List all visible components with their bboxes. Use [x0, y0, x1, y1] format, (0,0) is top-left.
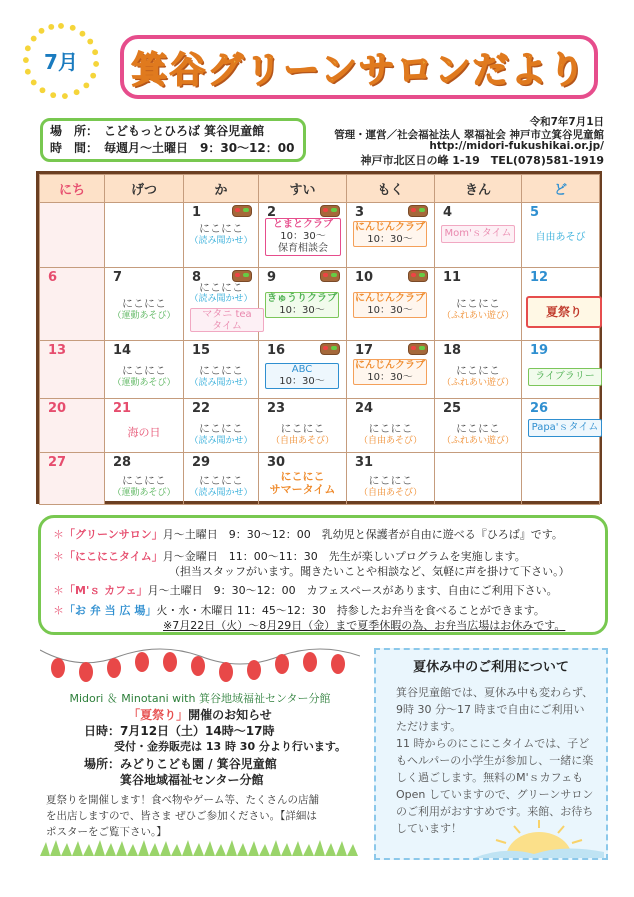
- note-text: 火・水・木曜日 11：45～12：30 持参したお弁当を食べることができます。: [156, 604, 545, 617]
- event-sub: （読み聞かせ）: [189, 294, 253, 304]
- note-text: 月～土曜日 9：30～12：00 カフェスペースがあります、自由にご利用下さい。: [147, 584, 558, 597]
- note-title: 「にこにこタイム」: [64, 550, 163, 563]
- day-cell: [105, 453, 184, 505]
- week-row: [40, 399, 600, 453]
- day-number: 6: [48, 270, 58, 285]
- panel-line: しています！: [396, 822, 462, 835]
- note-bento: ＊「お 弁 当 広 場」火・水・木曜日 11：45～12：30 持参したお弁当を食べることができます。: [53, 604, 545, 617]
- event-nikoniko: にこにこ: [368, 474, 413, 487]
- day-cell: [105, 268, 184, 341]
- day-number: 15: [192, 343, 211, 358]
- matani-label2: タイム: [212, 321, 242, 332]
- event-ninjin: [353, 221, 427, 247]
- day-cell: [259, 341, 347, 399]
- day-number: 16: [267, 343, 286, 358]
- weekday-sun: にち: [40, 175, 105, 203]
- festival-heading-rest: 開催のお知らせ: [188, 708, 272, 722]
- week-row: [40, 341, 600, 399]
- day-cell: [522, 453, 600, 505]
- matani-label: マタニ tea: [202, 309, 252, 320]
- event-nikoniko: にこにこ: [199, 474, 243, 487]
- note-title: 「グリーンサロン」: [64, 528, 163, 541]
- event-nikoniko: にこにこ: [199, 422, 243, 435]
- note-text: 月～金曜日 11：00～11：30 先生が楽しいプログラムを実施します。: [162, 550, 526, 563]
- day-number: 7: [113, 270, 123, 285]
- bento-icon: [408, 205, 428, 217]
- ninjin-label: にんじんクラブ: [355, 293, 425, 304]
- abc-time: 10：30～: [279, 376, 325, 387]
- event-kyuuri: [265, 292, 339, 318]
- note-nikoniko-sub: （担当スタッフがいます。聞きたいことや相談など、気軽に声を掛けて下さい。）: [169, 565, 570, 578]
- time-label: 時 間：: [50, 141, 99, 155]
- day-cell: [184, 399, 259, 453]
- day-cell: [105, 203, 184, 268]
- event-nikoniko: にこにこ: [456, 422, 500, 435]
- festival-place2: 箕谷地域福祉センター分館: [120, 773, 264, 787]
- day-number: 28: [113, 455, 132, 470]
- day-number: 13: [48, 343, 67, 358]
- ninjin-label: にんじんクラブ: [355, 222, 425, 233]
- event-sub: （読み聞かせ）: [189, 378, 253, 388]
- bento-icon: [320, 205, 340, 217]
- day-cell: [259, 453, 347, 505]
- event-nikoniko: にこにこ: [122, 364, 166, 377]
- address-info: 神戸市北区日の峰 1-19 TEL(078)581-1919: [360, 154, 604, 167]
- day-number: 31: [355, 455, 374, 470]
- day-cell: [40, 341, 105, 399]
- day-cell: [40, 453, 105, 505]
- event-nikoniko: にこにこ: [122, 474, 166, 487]
- weekday-thu: もく: [347, 175, 435, 203]
- day-number: 1: [192, 205, 202, 220]
- panel-line: ただけます。: [396, 720, 462, 733]
- day-cell: [435, 203, 522, 268]
- bento-icon: [320, 343, 340, 355]
- management-info: 管理・運営／社会福祉法人 翠福祉会 神戸市立箕谷児童館: [334, 129, 604, 141]
- note-title: 「お 弁 当 広 場」: [64, 604, 157, 617]
- day-number: 2: [267, 205, 277, 220]
- event-nikoniko: にこにこ: [199, 281, 243, 294]
- day-number: 21: [113, 401, 132, 416]
- notes-box: [38, 515, 608, 635]
- time-row: [50, 139, 294, 156]
- day-cell: [522, 268, 600, 341]
- day-cell: [522, 203, 600, 268]
- bento-icon: [320, 270, 340, 282]
- event-ninjin: [353, 292, 427, 318]
- day-cell: [435, 453, 522, 505]
- tomato-label: とまとクラブ: [273, 219, 333, 230]
- event-nikoniko: にこにこ: [122, 297, 166, 310]
- day-cell: [105, 399, 184, 453]
- festival-body-2: を出店しますので、皆さま ぜひご参加ください。【詳細は: [46, 810, 317, 822]
- event-summer: にこにこ: [280, 470, 325, 483]
- time-value: 毎週月～土曜日 9：30～12：00: [104, 141, 295, 155]
- day-number: 5: [530, 205, 540, 220]
- grass-icon: [40, 838, 362, 856]
- event-sub: （ふれあい遊び）: [441, 378, 514, 388]
- event-nikoniko: にこにこ: [456, 364, 500, 377]
- event-sub: （読み聞かせ）: [189, 436, 253, 446]
- day-cell: [347, 203, 435, 268]
- day-number: 27: [48, 455, 67, 470]
- calendar-grid: [39, 174, 600, 505]
- day-cell: [435, 268, 522, 341]
- hoiku-label: 保育相談会: [278, 243, 328, 254]
- weekday-fri: きん: [435, 175, 522, 203]
- festival-date: 日時：7月12日（土）14時～17時: [84, 724, 275, 738]
- panel-line: もヘルパーの小学生が参加し、一緒に楽: [396, 754, 594, 767]
- festival-name: 「夏祭り」: [128, 708, 189, 722]
- event-library: ライブラリー: [528, 368, 602, 386]
- day-cell: [259, 203, 347, 268]
- website-link[interactable]: http://midori-fukushikai.or.jp/: [429, 140, 604, 152]
- event-sub: （運動あそび）: [112, 488, 176, 498]
- day-number: 26: [530, 401, 549, 416]
- note-cafe: ＊「M'ｓ カフェ」月～土曜日 9：30～12：00 カフェスペースがあります、自由にご利用下さい。: [53, 584, 558, 597]
- event-summer2: サマータイム: [269, 483, 336, 496]
- note-bento-sub: ※7月22日（火）～8月29日（金）まで夏季休暇の為、お弁当広場はお休みです。: [163, 619, 566, 632]
- event-jiyuu-asobi: 自由あそび: [535, 232, 586, 243]
- day-cell: [40, 203, 105, 268]
- day-number: 30: [267, 455, 286, 470]
- month-label: 7月: [44, 50, 78, 74]
- day-number: 10: [355, 270, 374, 285]
- event-sub: （ふれあい遊び）: [441, 436, 514, 446]
- abc-label: ABC: [291, 364, 313, 375]
- event-papas-time: Papa'ｓタイム: [528, 419, 602, 437]
- event-tomato: [265, 218, 341, 256]
- issue-date: 令和7年7月1日: [529, 116, 604, 128]
- event-sub: （自由あそび）: [358, 488, 422, 498]
- day-number: 23: [267, 401, 286, 416]
- festival-organizer: Midori ＆ Minotani with 箕谷地域福祉センター分館: [69, 692, 331, 705]
- day-number: 8: [192, 270, 202, 285]
- ninjin-label: にんじんクラブ: [355, 360, 425, 371]
- day-cell: [184, 453, 259, 505]
- kyuuri-label: きゅうりクラブ: [267, 293, 337, 304]
- day-number: 11: [443, 270, 462, 285]
- panel-line: 9時 30 分～17 時まで自由にご利用い: [396, 703, 585, 716]
- place-label: 場 所：: [50, 124, 99, 138]
- event-moms-time: Mom'ｓタイム: [441, 225, 515, 243]
- weekday-header: [40, 175, 600, 203]
- weekday-wed: すい: [259, 175, 347, 203]
- bento-icon: [408, 270, 428, 282]
- day-number: 3: [355, 205, 365, 220]
- event-nikoniko: にこにこ: [199, 222, 243, 235]
- day-number: 14: [113, 343, 132, 358]
- day-number: 17: [355, 343, 374, 358]
- bento-icon: [232, 205, 252, 217]
- festival-body-1: 夏祭りを開催します！食べ物やゲーム等、たくさんの店舗: [46, 794, 319, 806]
- panel-line: Open していますので、グリーンサロン: [396, 788, 594, 801]
- weekday-tue: か: [184, 175, 259, 203]
- day-cell: [259, 399, 347, 453]
- ninjin-time: 10：30～: [367, 234, 413, 245]
- tomato-time: 10：30～: [280, 231, 326, 242]
- event-sub: （読み聞かせ）: [189, 488, 253, 498]
- lantern-garland-icon: [40, 642, 360, 688]
- event-uminohi: 海の日: [127, 426, 161, 439]
- calendar: [36, 171, 602, 504]
- day-number: 9: [267, 270, 277, 285]
- day-cell: [184, 268, 259, 341]
- day-cell: [347, 341, 435, 399]
- ninjin-time: 10：30～: [367, 372, 413, 383]
- panel-title: 夏休み中のご利用について: [413, 660, 569, 675]
- day-cell: [40, 268, 105, 341]
- panel-line: のご利用がおすすめです。来館、お待ち: [396, 805, 594, 818]
- panel-line: しく過ごします。無料のM'ｓカフェも: [396, 771, 584, 784]
- event-sub: （運動あそび）: [112, 378, 176, 388]
- day-cell: [435, 341, 522, 399]
- event-sub: （自由あそび）: [358, 436, 422, 446]
- week-row: [40, 268, 600, 341]
- day-cell: [184, 203, 259, 268]
- event-ninjin: [353, 359, 427, 385]
- festival-body-3: ポスターをご覧下さい。】: [46, 826, 167, 838]
- note-nikoniko: ＊「にこにこタイム」月～金曜日 11：00～11：30 先生が楽しいプログラムを実施します。: [53, 550, 526, 563]
- event-sub: （ふれあい遊び）: [441, 311, 514, 321]
- place-row: [50, 122, 264, 139]
- event-nikoniko: にこにこ: [368, 422, 413, 435]
- place-value: こどもっとひろば 箕谷児童館: [104, 124, 265, 138]
- day-cell: [347, 453, 435, 505]
- note-text: 月～土曜日 9：30～12：00 乳幼児と保護者が自由に遊べる『ひろば』です。: [162, 528, 563, 541]
- day-cell: [184, 341, 259, 399]
- weekday-mon: げつ: [105, 175, 184, 203]
- note-green-salon: ＊「グリーンサロン」月～土曜日 9：30～12：00 乳幼児と保護者が自由に遊べる『ひろば』です。: [53, 528, 563, 541]
- newsletter-title: 箕谷グリーンサロンだより: [131, 50, 587, 91]
- event-matani: [190, 308, 264, 332]
- day-cell: [522, 399, 600, 453]
- panel-line: 箕谷児童館では、夏休み中も変わらず、: [396, 686, 594, 699]
- day-number: 24: [355, 401, 374, 416]
- day-cell: [40, 399, 105, 453]
- bento-icon: [408, 343, 428, 355]
- week-row: [40, 203, 600, 268]
- day-number: 4: [443, 205, 453, 220]
- day-number: 29: [192, 455, 211, 470]
- day-number: 19: [530, 343, 549, 358]
- event-nikoniko: にこにこ: [456, 297, 500, 310]
- weekday-sat: ど: [522, 175, 600, 203]
- day-number: 12: [530, 270, 549, 285]
- kyuuri-time: 10：30～: [279, 305, 325, 316]
- day-number: 25: [443, 401, 462, 416]
- festival-heading: [40, 706, 360, 723]
- day-cell: [522, 341, 600, 399]
- panel-line: 11 時からのにこにこタイムでは、子ど: [396, 737, 590, 750]
- event-sub: （自由あそび）: [270, 436, 334, 446]
- day-number: 18: [443, 343, 462, 358]
- event-sub: （運動あそび）: [112, 311, 176, 321]
- festival-place: 場所：みどりこども園 / 箕谷児童館: [84, 757, 277, 771]
- day-cell: [347, 268, 435, 341]
- event-nikoniko: にこにこ: [199, 364, 243, 377]
- sun-illustration-icon: [474, 818, 604, 858]
- event-sub: （読み聞かせ）: [189, 236, 253, 246]
- day-cell: [105, 341, 184, 399]
- natsumatsuri-banner: 夏祭り: [526, 296, 602, 328]
- day-number: 22: [192, 401, 211, 416]
- week-row: [40, 453, 600, 505]
- event-abc: [265, 363, 339, 389]
- day-cell: [259, 268, 347, 341]
- note-title: 「M'ｓ カフェ」: [64, 584, 148, 597]
- day-cell: [435, 399, 522, 453]
- day-number: 20: [48, 401, 67, 416]
- ninjin-time: 10：30～: [367, 305, 413, 316]
- festival-ticket: 受付・金券販売は 13 時 30 分より行います。: [114, 740, 347, 753]
- day-cell: [347, 399, 435, 453]
- event-nikoniko: にこにこ: [280, 422, 325, 435]
